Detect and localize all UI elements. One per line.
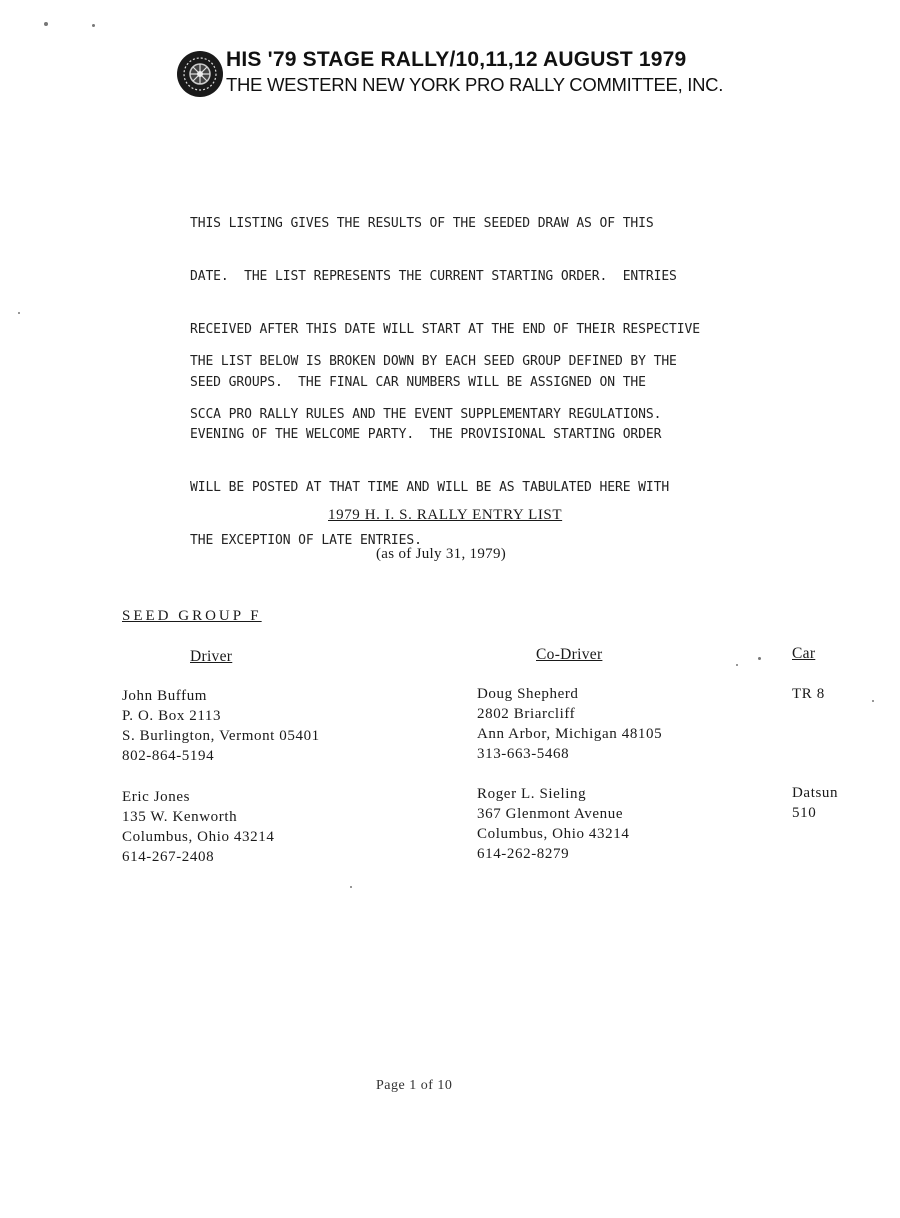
header-organization: THE WESTERN NEW YORK PRO RALLY COMMITTEE, INC.	[226, 74, 724, 95]
intro-line: SCCA PRO RALLY RULES AND THE EVENT SUPPLEMENTARY REGULATIONS.	[190, 406, 662, 422]
scan-speck	[18, 312, 20, 314]
intro-line: THE LIST BELOW IS BROKEN DOWN BY EACH SEED GROUP DEFINED BY THE	[190, 354, 677, 370]
header-title: HIS '79 STAGE RALLY/10,11,12 AUGUST 1979	[226, 48, 687, 71]
column-header-car: Car	[792, 645, 816, 662]
entry-2-driver	[122, 787, 274, 867]
co-driver-address: 367 Glenmont Avenue	[477, 806, 624, 822]
scan-speck	[92, 24, 95, 27]
entry-1-car	[792, 684, 825, 704]
intro-line: THIS LISTING GIVES THE RESULTS OF THE SEEDED DRAW AS OF THIS	[190, 216, 654, 232]
car-model: TR 8	[792, 686, 825, 702]
page-number: Page 1 of 10	[376, 1078, 453, 1093]
co-driver-phone: 313-663-5468	[477, 746, 570, 762]
entry-2-co-driver	[477, 784, 629, 864]
column-header-driver: Driver	[190, 648, 233, 665]
driver-phone: 614-267-2408	[122, 849, 215, 865]
driver-city: Columbus, Ohio 43214	[122, 829, 275, 845]
entry-1-driver	[122, 686, 320, 766]
intro-line: SEED GROUPS. THE FINAL CAR NUMBERS WILL BE ASSIGNED ON THE	[190, 374, 646, 390]
intro-line: WILL BE POSTED AT THAT TIME AND WILL BE AS TABULATED HERE WITH	[190, 480, 670, 496]
co-driver-city: Columbus, Ohio 43214	[477, 826, 630, 842]
entry-2-car	[792, 783, 838, 823]
driver-city: S. Burlington, Vermont 05401	[122, 728, 320, 744]
car-model: Datsun	[792, 785, 839, 801]
co-driver-address: 2802 Briarcliff	[477, 706, 576, 722]
scan-speck	[758, 657, 761, 660]
car-model-number: 510	[792, 805, 817, 821]
intro-line: DATE. THE LIST REPRESENTS THE CURRENT STARTING ORDER. ENTRIES	[190, 268, 677, 284]
co-driver-name: Roger L. Sieling	[477, 786, 587, 802]
driver-name: Eric Jones	[122, 789, 191, 805]
co-driver-city: Ann Arbor, Michigan 48105	[477, 726, 663, 742]
scan-speck	[736, 664, 738, 666]
intro-line: RECEIVED AFTER THIS DATE WILL START AT THE END OF THEIR RESPECTIVE	[190, 321, 700, 337]
seed-group-heading: SEED GROUP F	[122, 608, 262, 624]
entry-list-date: (as of July 31, 1979)	[376, 546, 507, 562]
driver-address: 135 W. Kenworth	[122, 809, 238, 825]
intro-paragraph-2	[190, 318, 677, 441]
driver-name: John Buffum	[122, 688, 208, 704]
entry-list-title: 1979 H. I. S. RALLY ENTRY LIST	[328, 507, 563, 523]
driver-phone: 802-864-5194	[122, 748, 215, 764]
rally-logo-icon	[176, 50, 224, 98]
intro-line: EVENING OF THE WELCOME PARTY. THE PROVISIONAL STARTING ORDER	[190, 427, 662, 443]
driver-address: P. O. Box 2113	[122, 708, 222, 724]
scan-speck	[872, 700, 874, 702]
intro-line: THE EXCEPTION OF LATE ENTRIES.	[190, 532, 422, 548]
entry-1-co-driver	[477, 684, 662, 764]
column-header-co-driver: Co-Driver	[536, 646, 603, 663]
co-driver-phone: 614-262-8279	[477, 846, 570, 862]
scan-speck	[350, 886, 352, 888]
co-driver-name: Doug Shepherd	[477, 686, 579, 702]
scan-speck	[44, 22, 48, 26]
